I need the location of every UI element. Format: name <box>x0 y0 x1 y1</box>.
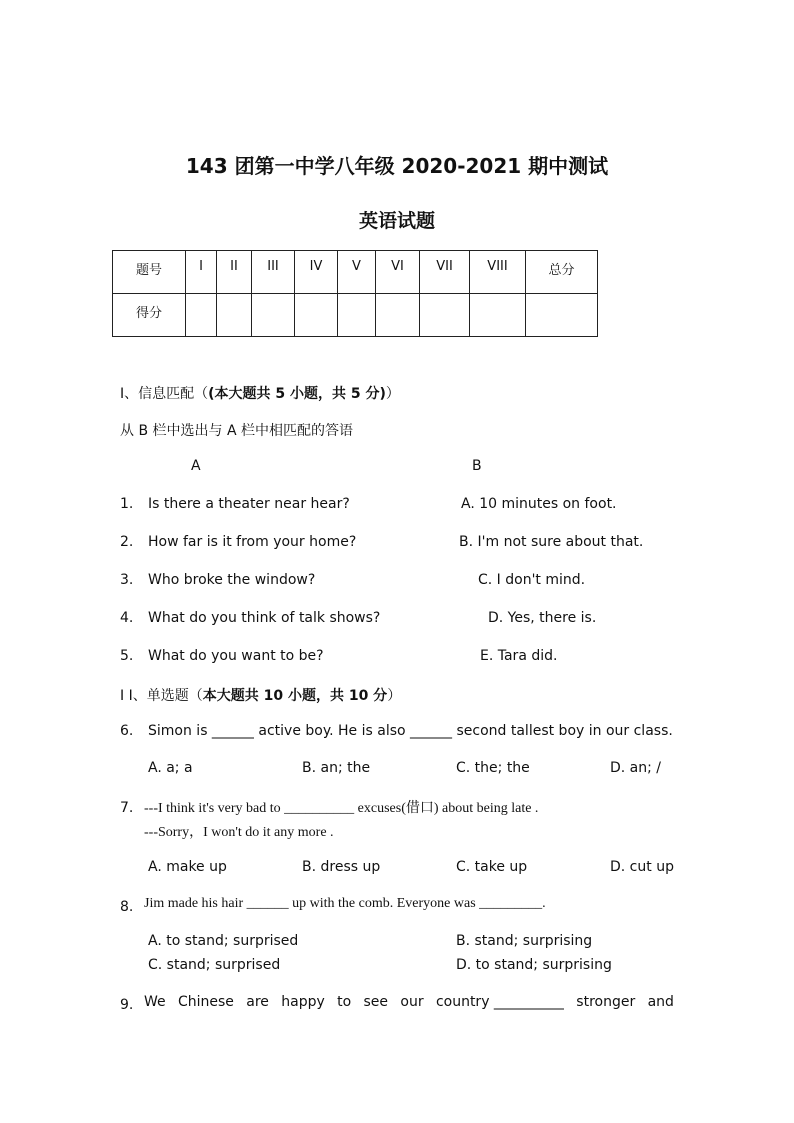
option-a: A. make up <box>148 859 227 875</box>
section2-heading-prefix: I I、单选题（ <box>120 688 203 704</box>
score-cell-label: 题号 <box>113 251 186 294</box>
section2-heading-bold: 本大题共 10 小题，共 10 分 <box>202 688 388 704</box>
option-c: C. stand; surprised <box>148 957 281 973</box>
score-input-cell[interactable] <box>186 294 217 337</box>
score-cell-vi: VI <box>376 251 420 294</box>
word: to <box>337 994 352 1010</box>
match-question: How far is it from your home? <box>148 534 357 550</box>
word: see <box>363 994 389 1010</box>
option-b: B. dress up <box>302 859 381 875</box>
score-cell-v: V <box>338 251 376 294</box>
section1-instruction: 从 B 栏中选出与 A 栏中相匹配的答语 <box>120 423 353 439</box>
section2-heading <box>120 685 401 705</box>
score-table-score-row <box>113 294 598 337</box>
section1-heading-bold: (本大题共 5 小题，共 5 分) <box>208 386 386 402</box>
option-a: A. to stand; surprised <box>148 933 299 949</box>
section1-heading <box>120 383 400 403</box>
score-input-cell[interactable] <box>338 294 376 337</box>
match-question: Is there a theater near hear? <box>148 496 350 512</box>
question-number: 9. <box>120 997 134 1013</box>
item-number: 2. <box>120 534 134 550</box>
match-question: What do you think of talk shows? <box>148 610 381 626</box>
question-text: Simon is ______ active boy. He is also ______ second tallest boy in our class. <box>148 723 673 739</box>
section1-heading-suffix: ） <box>385 386 400 402</box>
score-cell-total: 总分 <box>526 251 598 294</box>
score-input-cell[interactable] <box>470 294 526 337</box>
score-input-cell[interactable] <box>526 294 598 337</box>
match-question: What do you want to be? <box>148 648 324 664</box>
match-answer: A. 10 minutes on foot. <box>461 496 617 512</box>
item-number: 1. <box>120 496 134 512</box>
word: and <box>647 994 674 1010</box>
match-answer: C. I don't mind. <box>478 572 586 588</box>
word: We <box>144 994 166 1010</box>
section1-heading-prefix: I、信息匹配（ <box>120 386 209 402</box>
word: Chinese <box>177 994 234 1010</box>
word: are <box>246 994 269 1010</box>
option-c: C. take up <box>456 859 528 875</box>
word: country __________ <box>435 994 564 1010</box>
match-answer: E. Tara did. <box>480 648 558 664</box>
word: our <box>400 994 424 1010</box>
question-text: Jim made his hair ______ up with the comb. Everyone was _________. <box>144 896 546 911</box>
score-table-header-row <box>113 251 598 294</box>
score-cell-viii: VIII <box>470 251 526 294</box>
section2-heading-suffix: ） <box>387 688 402 704</box>
word: happy <box>281 994 325 1010</box>
match-answer: D. Yes, there is. <box>488 610 597 626</box>
option-a: A. a; a <box>148 760 193 776</box>
score-cell-iii: III <box>252 251 295 294</box>
score-input-cell[interactable] <box>376 294 420 337</box>
column-b-label: B <box>472 458 482 474</box>
match-answer: B. I'm not sure about that. <box>459 534 644 550</box>
match-question: Who broke the window? <box>148 572 316 588</box>
score-table <box>112 250 598 337</box>
score-cell-ii: II <box>217 251 252 294</box>
score-cell-iv: IV <box>295 251 338 294</box>
option-d: D. cut up <box>610 859 674 875</box>
question-number: 8. <box>120 899 134 915</box>
option-b: B. stand; surprising <box>456 933 593 949</box>
page-title: 143 团第一中学八年级 2020-2021 期中测试 <box>185 154 609 178</box>
score-cell-i: I <box>186 251 217 294</box>
option-d: D. an; / <box>610 760 662 776</box>
question-text-line2: ---Sorry，I won't do it any more . <box>144 825 334 840</box>
score-input-cell[interactable] <box>420 294 470 337</box>
question-number: 6. <box>120 723 134 739</box>
item-number: 5. <box>120 648 134 664</box>
question-text <box>144 994 674 1010</box>
score-row-label: 得分 <box>113 294 186 337</box>
item-number: 3. <box>120 572 134 588</box>
item-number: 4. <box>120 610 134 626</box>
score-cell-vii: VII <box>420 251 470 294</box>
score-input-cell[interactable] <box>252 294 295 337</box>
option-b: B. an; the <box>302 760 371 776</box>
word: stronger <box>576 994 636 1010</box>
column-a-label: A <box>191 458 201 474</box>
page-subtitle: 英语试题 <box>358 210 435 232</box>
score-input-cell[interactable] <box>217 294 252 337</box>
option-c: C. the; the <box>456 760 530 776</box>
score-input-cell[interactable] <box>295 294 338 337</box>
question-text-line1: ---I think it's very bad to __________ excuses(借口) about being late . <box>144 801 539 816</box>
question-number: 7. <box>120 800 134 816</box>
option-d: D. to stand; surprising <box>456 957 612 973</box>
